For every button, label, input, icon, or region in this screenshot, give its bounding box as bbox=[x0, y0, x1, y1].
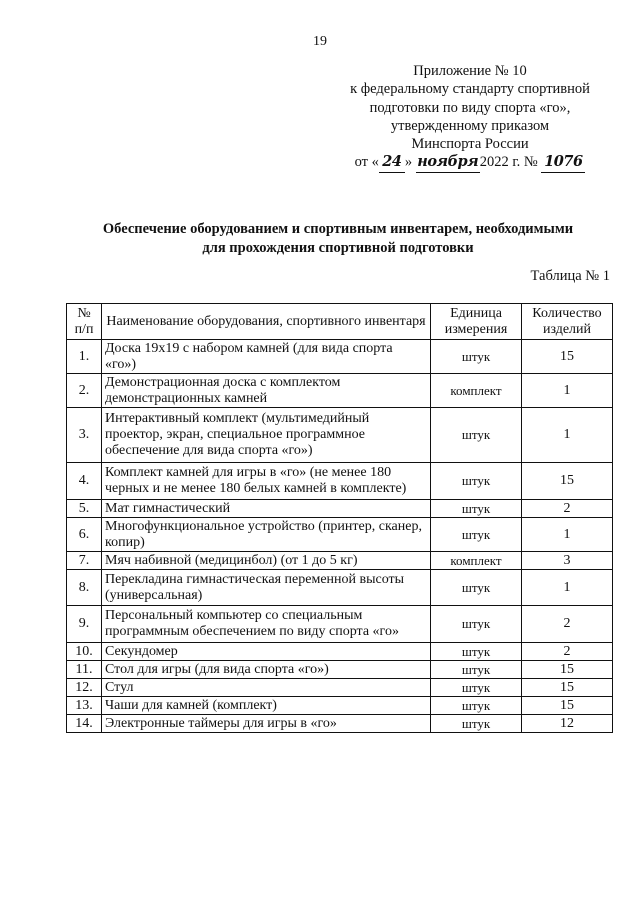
row-unit: штук bbox=[431, 340, 522, 374]
table-row bbox=[67, 661, 613, 679]
row-qty: 2 bbox=[522, 643, 613, 661]
date-month-handwritten: ноября bbox=[416, 153, 480, 172]
table-row bbox=[67, 570, 613, 606]
row-qty: 15 bbox=[522, 661, 613, 679]
row-unit: штук bbox=[431, 661, 522, 679]
title-line-2: для прохождения спортивной подготовки bbox=[202, 240, 474, 256]
table-row bbox=[67, 374, 613, 408]
row-unit: штук bbox=[431, 518, 522, 552]
row-name: Электронные таймеры для игры в «го» bbox=[102, 715, 431, 733]
table-label: Таблица № 1 bbox=[530, 268, 610, 284]
appendix-line-5: Минспорта России bbox=[411, 136, 529, 153]
row-qty: 1 bbox=[522, 518, 613, 552]
row-num: 4. bbox=[67, 463, 102, 500]
row-unit: штук bbox=[431, 408, 522, 463]
row-qty: 15 bbox=[522, 697, 613, 715]
table-row bbox=[67, 408, 613, 463]
header-num: № п/п bbox=[67, 304, 102, 340]
date-year: 2022 г. № bbox=[479, 154, 538, 171]
table-row bbox=[67, 643, 613, 661]
row-name: Стол для игры (для вида спорта «го») bbox=[102, 661, 431, 679]
date-prefix: от « bbox=[354, 154, 379, 171]
table-row bbox=[67, 518, 613, 552]
row-num: 2. bbox=[67, 374, 102, 408]
date-mid: » bbox=[404, 154, 413, 171]
row-name: Многофункциональное устройство (принтер, сканер, копир) bbox=[102, 518, 431, 552]
row-name: Секундомер bbox=[102, 643, 431, 661]
equipment-table bbox=[66, 303, 613, 733]
row-qty: 15 bbox=[522, 463, 613, 500]
table-row bbox=[67, 463, 613, 500]
table-row bbox=[67, 500, 613, 518]
row-unit: комплект bbox=[431, 552, 522, 570]
row-num: 13. bbox=[67, 697, 102, 715]
row-name: Доска 19х19 с набором камней (для вида спорта «го») bbox=[102, 340, 431, 374]
row-qty: 2 bbox=[522, 500, 613, 518]
row-name: Чаши для камней (комплект) bbox=[102, 697, 431, 715]
page-number: 19 bbox=[313, 34, 327, 49]
row-qty: 12 bbox=[522, 715, 613, 733]
appendix-date-line bbox=[330, 153, 610, 172]
date-day-handwritten: 24 bbox=[379, 153, 405, 172]
row-unit: комплект bbox=[431, 374, 522, 408]
row-qty: 15 bbox=[522, 679, 613, 697]
row-unit: штук bbox=[431, 715, 522, 733]
row-qty: 1 bbox=[522, 374, 613, 408]
table-row bbox=[67, 697, 613, 715]
header-qty: Количество изделий bbox=[522, 304, 613, 340]
appendix-line-1: Приложение № 10 bbox=[413, 63, 527, 79]
row-name: Демонстрационная доска с комплектом демонстрационных камней bbox=[102, 374, 431, 408]
row-name: Интерактивный комплект (мультимедийный проектор, экран, специальное программное обеспечение для вида спорта «го») bbox=[102, 408, 431, 463]
row-qty: 3 bbox=[522, 552, 613, 570]
row-name: Комплект камней для игры в «го» (не менее 180 черных и не менее 180 белых камней в комплекте) bbox=[102, 463, 431, 500]
document-title bbox=[60, 220, 616, 258]
table-row bbox=[67, 340, 613, 374]
row-unit: штук bbox=[431, 643, 522, 661]
row-unit: штук bbox=[431, 606, 522, 643]
appendix-line-3: подготовки по виду спорта «го», bbox=[369, 99, 571, 116]
row-qty: 15 bbox=[522, 340, 613, 374]
row-num: 12. bbox=[67, 679, 102, 697]
row-qty: 1 bbox=[522, 570, 613, 606]
row-unit: штук bbox=[431, 500, 522, 518]
appendix-header bbox=[330, 62, 610, 173]
row-unit: штук bbox=[431, 463, 522, 500]
row-unit: штук bbox=[431, 697, 522, 715]
row-unit: штук bbox=[431, 679, 522, 697]
row-name: Мат гимнастический bbox=[102, 500, 431, 518]
row-name: Стул bbox=[102, 679, 431, 697]
row-unit: штук bbox=[431, 570, 522, 606]
row-num: 1. bbox=[67, 340, 102, 374]
row-name: Персональный компьютер со специальным программным обеспечением по виду спорта «го» bbox=[102, 606, 431, 643]
order-number-handwritten: 1076 bbox=[541, 153, 585, 172]
row-num: 7. bbox=[67, 552, 102, 570]
table-header-row bbox=[67, 304, 613, 340]
appendix-line-4: утвержденному приказом bbox=[390, 117, 550, 134]
row-name: Перекладина гимнастическая переменной высоты (универсальная) bbox=[102, 570, 431, 606]
row-num: 11. bbox=[67, 661, 102, 679]
row-num: 8. bbox=[67, 570, 102, 606]
table-row bbox=[67, 606, 613, 643]
title-line-1: Обеспечение оборудованием и спортивным инвентарем, необходимыми bbox=[102, 221, 574, 237]
row-num: 3. bbox=[67, 408, 102, 463]
header-name: Наименование оборудования, спортивного инвентаря bbox=[102, 304, 431, 340]
header-unit: Единица измерения bbox=[431, 304, 522, 340]
table-row bbox=[67, 552, 613, 570]
row-name: Мяч набивной (медицинбол) (от 1 до 5 кг) bbox=[102, 552, 431, 570]
row-num: 14. bbox=[67, 715, 102, 733]
row-qty: 1 bbox=[522, 408, 613, 463]
table-row bbox=[67, 679, 613, 697]
row-qty: 2 bbox=[522, 606, 613, 643]
row-num: 9. bbox=[67, 606, 102, 643]
appendix-line-2: к федеральному стандарту спортивной bbox=[350, 81, 590, 98]
row-num: 6. bbox=[67, 518, 102, 552]
table-row bbox=[67, 715, 613, 733]
row-num: 10. bbox=[67, 643, 102, 661]
row-num: 5. bbox=[67, 500, 102, 518]
